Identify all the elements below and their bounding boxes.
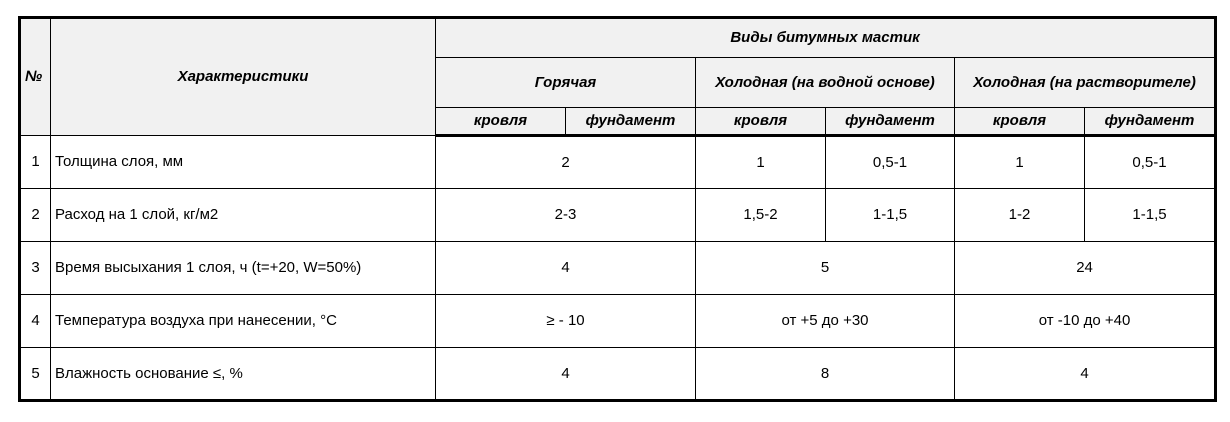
cell-water-roof: 1,5-2 — [696, 189, 826, 242]
cell-solvent: 24 — [955, 242, 1216, 295]
header-hot-foundation: фундамент — [566, 108, 696, 136]
row-number: 3 — [20, 242, 51, 295]
cell-solvent-foundation: 0,5-1 — [1085, 136, 1216, 189]
table-row — [20, 348, 1216, 401]
header-solvent-foundation: фундамент — [1085, 108, 1216, 136]
cell-solvent: 4 — [955, 348, 1216, 401]
row-label: Время высыхания 1 слоя, ч (t=+20, W=50%) — [51, 242, 436, 295]
header-characteristics: Характеристики — [51, 18, 436, 136]
cell-water: 8 — [696, 348, 955, 401]
row-number: 4 — [20, 295, 51, 348]
cell-solvent-foundation: 1-1,5 — [1085, 189, 1216, 242]
header-group-cold-solvent: Холодная (на растворителе) — [955, 58, 1216, 108]
cell-hot: 4 — [436, 242, 696, 295]
header-group-hot: Горячая — [436, 58, 696, 108]
header-group-cold-water: Холодная (на водной основе) — [696, 58, 955, 108]
cell-solvent: от -10 до +40 — [955, 295, 1216, 348]
row-label: Толщина слоя, мм — [51, 136, 436, 189]
cell-hot: 2 — [436, 136, 696, 189]
header-solvent-roof: кровля — [955, 108, 1085, 136]
row-number: 2 — [20, 189, 51, 242]
row-number: 1 — [20, 136, 51, 189]
header-number: № — [20, 18, 51, 136]
header-water-foundation: фундамент — [826, 108, 955, 136]
cell-water: 5 — [696, 242, 955, 295]
cell-solvent-roof: 1 — [955, 136, 1085, 189]
row-label: Температура воздуха при нанесении, °С — [51, 295, 436, 348]
table-row — [20, 189, 1216, 242]
cell-water-foundation: 0,5-1 — [826, 136, 955, 189]
row-label: Расход на 1 слой, кг/м2 — [51, 189, 436, 242]
cell-hot: 4 — [436, 348, 696, 401]
cell-water: от +5 до +30 — [696, 295, 955, 348]
table-row — [20, 136, 1216, 189]
row-label: Влажность основание ≤, % — [51, 348, 436, 401]
table-row — [20, 295, 1216, 348]
cell-hot: ≥ - 10 — [436, 295, 696, 348]
cell-hot: 2-3 — [436, 189, 696, 242]
table-row — [20, 242, 1216, 295]
header-hot-roof: кровля — [436, 108, 566, 136]
bitumen-mastic-table — [18, 16, 1217, 402]
header-water-roof: кровля — [696, 108, 826, 136]
header-mastic-types: Виды битумных мастик — [436, 18, 1216, 58]
row-number: 5 — [20, 348, 51, 401]
cell-water-foundation: 1-1,5 — [826, 189, 955, 242]
cell-solvent-roof: 1-2 — [955, 189, 1085, 242]
cell-water-roof: 1 — [696, 136, 826, 189]
